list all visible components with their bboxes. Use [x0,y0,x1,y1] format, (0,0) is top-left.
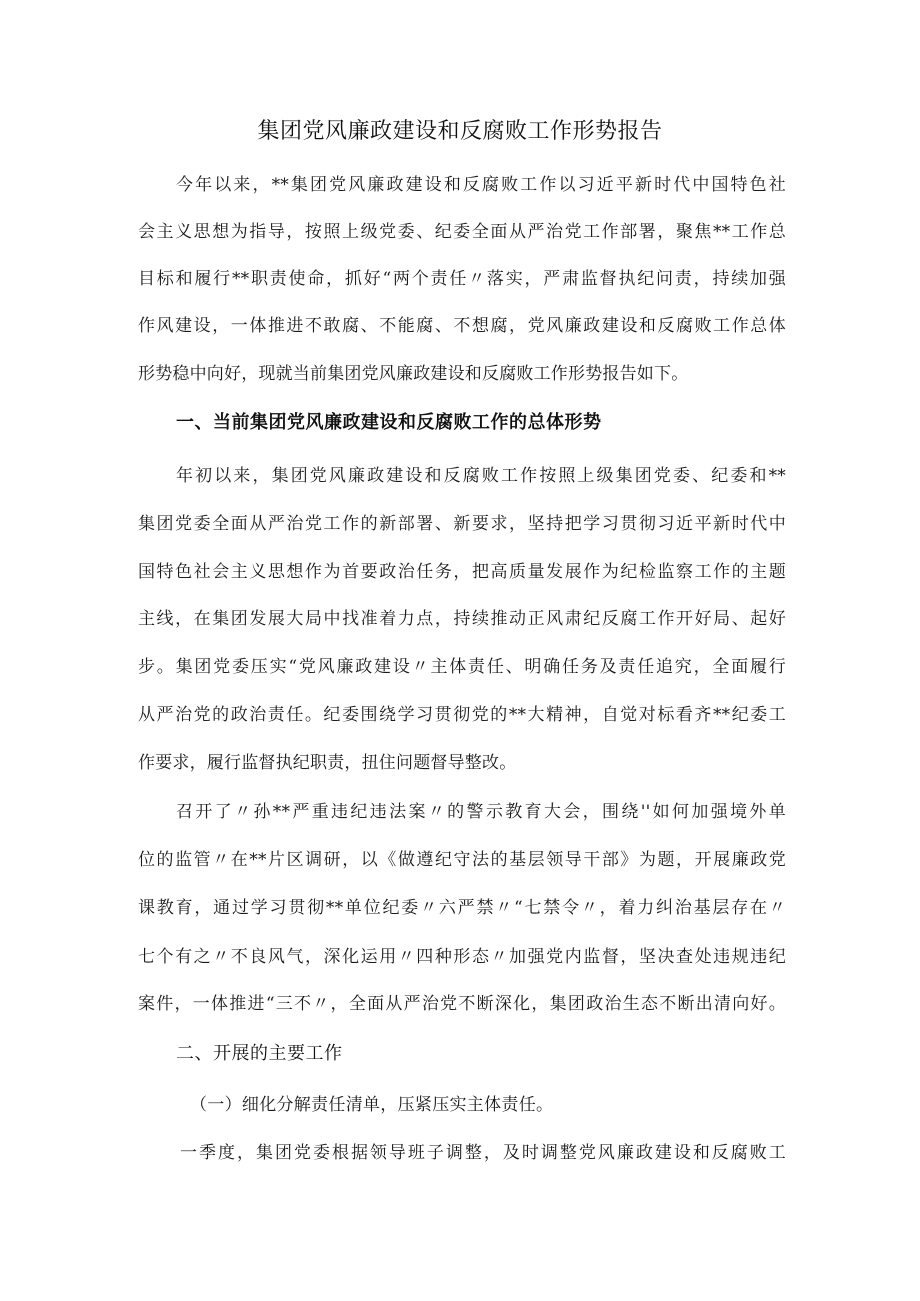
intro-line-5: 形势稳中向好，现就当前集团党风廉政建设和反腐败工作形势报告如下。 [138,364,689,384]
section-1-para-2-line-4: 七个有之〃不良风气，深化运用〃四种形态〃加强党内监督，坚决查处违规违纪 [138,947,786,967]
section-1-para-2-line-2: 位的监管〃在**片区调研，以《做遵纪守法的基层领导干部》为题，开展廉政党 [138,850,786,870]
intro-line-1: 今年以来，**集团党风廉政建设和反腐败工作以习近平新时代中国特色社 [176,175,786,195]
section-1-para-2-line-1: 召开了〃孙**严重违纪违法案〃的警示教育大会，围绕''如何加强境外单 [176,802,786,822]
section-2-para-1-line-1: 一季度，集团党委根据领导班子调整，及时调整党风廉政建设和反腐败工 [180,1143,786,1163]
section-1-heading: 一、当前集团党风廉政建设和反腐败工作的总体形势 [176,412,602,433]
section-1-para-1-line-7: 作要求，履行监督执纪职责，扭住问题督导整改。 [138,753,517,773]
section-1-para-1-line-4: 主线，在集团发展大局中找准着力点，持续推动正风肃纪反腐工作开好局、起好 [138,609,786,629]
section-1-para-2-line-3: 课教育，通过学习贯彻**单位纪委〃六严禁〃“七禁令〃，着力纠治基层存在〃 [138,898,786,918]
section-1-para-1-line-6: 从严治党的政治责任。纪委围绕学习贯彻党的**大精神，自觉对标看齐**纪委工 [138,705,786,725]
section-1-para-1-line-1: 年初以来，集团党风廉政建设和反腐败工作按照上级集团党委、纪委和** [176,466,786,486]
section-1-para-2-line-5: 案件，一体推进“三不〃，全面从严治党不断深化，集团政治生态不断出清向好。 [138,994,786,1014]
section-1-para-1-line-3: 国特色社会主义思想作为首要政治任务，把高质量发展作为纪检监察工作的主题 [138,562,786,582]
section-2-heading: 二、开展的主要工作 [176,1043,343,1064]
section-1-para-1-line-5: 步。集团党委压实“党风廉政建设〃主体责任、明确任务及责任追究，全面履行 [138,657,786,677]
intro-line-3: 目标和履行**职责使命，抓好“两个责任〃落实，严肃监督执纪问责，持续加强 [138,269,786,289]
intro-line-2: 会主义思想为指导，按照上级党委、纪委全面从严治党工作部署，聚焦**工作总 [138,222,786,242]
intro-line-4: 作风建设，一体推进不敢腐、不能腐、不想腐，党风廉政建设和反腐败工作总体 [138,316,786,336]
document-title: 集团党风廉政建设和反腐败工作形势报告 [257,119,663,144]
section-1-para-1-line-2: 集团党委全面从严治党工作的新部署、新要求，坚持把学习贯彻习近平新时代中 [138,514,786,534]
section-2-subheading-1: （一）细化分解责任清单，压紧压实主体责任。 [190,1095,554,1115]
